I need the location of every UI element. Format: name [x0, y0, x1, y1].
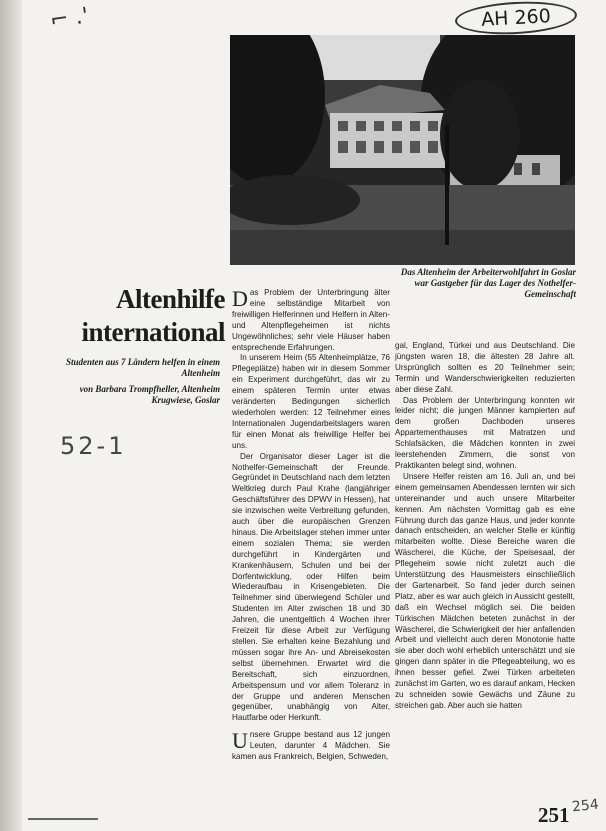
paragraph: Der Organisator dieser Lager ist die Nothelfer-Gemeinschaft der Freunde. Gegründet in Deutschland nach dem letzten Weltkrieg durch Paul Krahe (langjähriger Geschäftsführer des DPWV in Hessen), hat sie inzwischen weite Verbreitung gefunden, auch über die europäischen Grenzen hinaus. Die Arbeitslager stehen immer unter einem sozialen Thema; sie werden durchgeführt in Kindergärten und Krankenhäusern, Schulen und bei der Dorfentwicklung, oder Hilfen beim Wiederaufbau in Krisengebieten. Die Teilnehmer sind überwiegend Schüler und Studenten im Alter zwischen 18 und 30 Jahren, die unentgeltlich 4 Wochen ihrer Freizeit für diese Arbeit zur Verfügung stellen. Sie erhalten keine Bezahlung und müssen sogar ihre An- und Abreisekosten selbst übernehmen. Erwartet wird die Bereitschaft, sich einzuordnen, Arbeitspensum und vor allem Toleranz in der Gruppe und anderen Menschen gegenüber, unabhängig von Alter, Hautfarbe oder Herkunft. [232, 451, 390, 723]
archive-stamp: AH 260 [454, 0, 578, 37]
paragraph: Das Problem der Unterbringung älter eine selbständige Mitarbeit von freiwilligen Helferinnen und Helfern in Alten- und Altenpflegeheimen ist nichts Ungewöhnliches; sehr viele Häuser haben entsprechende Erfahrungen. [232, 288, 390, 352]
paragraph: Das Problem der Unterbringung konnten wir leider nicht; die jungen Männer kampierten auf dem großen Dachboden unseres Appartementhauses mit Matratzen und Schlafsäcken, die Mädchen konnten in zwei leerstehenden Zimmern, die sonst von Praktikanten belegt sind, wohnen. [395, 395, 575, 470]
article-column-2 [395, 341, 575, 808]
page-number: 251 [538, 803, 570, 827]
headline-line-2: international [81, 317, 225, 347]
paragraph: Unsere Helfer reisten am 16. Juli an, und bei einem gemeinsamen Abendessen lernten wir sich untereinander und auch unsere Mitarbeiter kennen. Am nächsten Vormittag gab es eine Führung durch das ganze Haus, und jeder konnte danach entscheiden, an welcher Stelle er künftig mitarbeiten wollte. Diese Bereiche waren die Wäscherei, die Küche, der Speisesaal, der Pflegeheim sowie nicht zuletzt auch die Unterstützung des Hausmeisters einschließlich der Gartenarbeit. So fand jeder durch seinen Platz, aber es war auch gleich in Aussicht gestellt, daß ein Wechsel möglich sei. Die beiden Türkischen Mädchen beteten zunächst in der Wäscherei, die Schwierigkeit der hier anfallenden Arbeit und vielleicht auch deren Monotonie hatte sie aber doch wohl erheblich unterschätzt und sie gingen dann später in die Pflegeabteilung, wo es ihnen besser gefiel. Zwei Türken arbeiteten zunächst im Garten, wo es darauf ankam, Hecken zu schneiden sowie Gewächs und Zäune zu streichen gab. Aber auch sie hatten [395, 471, 575, 710]
article-photo [230, 35, 575, 265]
handwritten-mark-top-left: ⌐ .' [48, 3, 91, 34]
paragraph: In unserem Heim (55 Altenheimplätze, 76 Pflegeplätze) haben wir in diesem Sommer ein Experiment durchgeführt, das wir zu einem späteren Termin unter etwas veränderten Bedingungen sicherlich wiederholen werden: 12 Teilnehmer eines Internationalen Jugendarbeitslagers waren für einen Monat als freiwillige Helfer bei uns. [232, 353, 390, 450]
article-byline: von Barbara Trompfheller, Altenheim Krugwiese, Goslar [79, 384, 220, 405]
photo-caption: Das Altenheim der Arbeiterwohlfahrt in Goslar war Gastgeber für das Lager des Nothelfer-Gemeinschaft [400, 267, 576, 299]
article-column-1 [232, 288, 390, 808]
article-subhead: Studenten aus 7 Ländern helfen in einem Altenheim [65, 357, 220, 378]
handwritten-margin-note: 52-1 [60, 432, 127, 460]
paragraph: Unsere Gruppe bestand aus 12 jungen Leuten, darunter 4 Mädchen. Sie kamen aus Frankreich, Belgien, Schweden, [232, 728, 390, 762]
drop-cap: D [232, 288, 248, 311]
drop-cap: U [232, 728, 248, 754]
page-binding-shadow [0, 0, 22, 831]
paragraph: gal, England, Türkei und aus Deutschland. Die jüngsten waren 18, die ältesten 28 Jahre alt. Ursprünglich sollten es 20 Teilnehmer sein; Termin und Wanderschwierigkeiten reduzierten aber diese Zahl. [395, 341, 575, 394]
photo-altenheim-building [230, 35, 575, 265]
article-headline [60, 283, 225, 349]
footer-rule [28, 818, 98, 820]
handwritten-page-number: 254 [571, 796, 600, 816]
headline-line-1: Altenhilfe [116, 284, 225, 314]
